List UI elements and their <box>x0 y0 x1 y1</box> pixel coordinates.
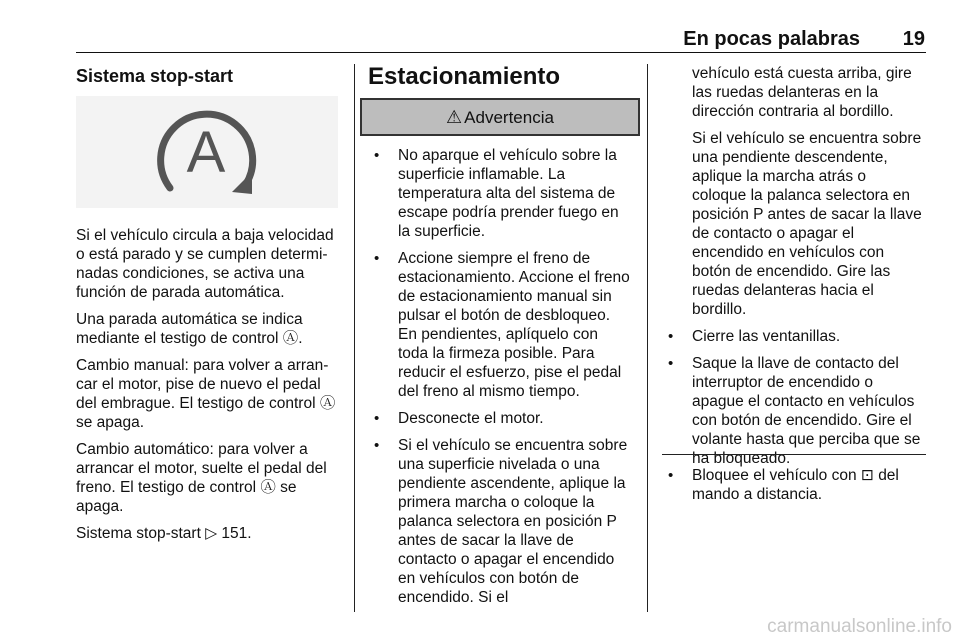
list-item: • Desconecte el motor. <box>368 409 632 428</box>
warning-box <box>360 98 640 136</box>
right-column <box>662 64 924 476</box>
post-warning-text <box>662 466 924 512</box>
paragraph: Cambio manual: para volver a arrancar el motor, pise de nuevo el pedal del embrague. El testigo de control Ⓐ se apaga. <box>76 357 336 431</box>
middle-column <box>368 64 632 615</box>
page-header-title: En pocas palabras <box>683 28 860 50</box>
list-item: • Accione siempre el freno de estacionamiento. Accione el freno de estacionamiento manual sin pulsar el botón de desbloqueo. En pendientes, aplíquelo con toda la firmeza posible. Para reducir el esfuerzo, pise el pedal del freno al mismo tiempo. <box>368 249 632 401</box>
left-column <box>76 64 340 551</box>
column-divider-2 <box>647 64 648 612</box>
header-divider <box>76 52 926 53</box>
auto-stop-illustration <box>76 96 338 208</box>
warning-list-continued <box>662 327 924 468</box>
list-continuation: Si el vehículo se encuentra sobre una pendiente descendente, aplique la marcha atrás o coloque la palanca selectora en posición P antes de sacar la llave de contacto o apagar el encendido en vehículos con botón de encendido. Gire las ruedas delanteras hacia el bordillo. <box>692 130 922 318</box>
warning-header <box>360 98 640 136</box>
warning-title: Advertencia <box>464 107 554 127</box>
paragraph: Si el vehículo circula a baja velocidad o está parado y se cumplen determinadas condiciones, se activa una función de parada automática. <box>76 227 334 301</box>
auto-stop-icon-letter: A <box>186 120 226 185</box>
list-item: • No aparque el vehículo sobre la superficie inflamable. La temperatura alta del sistema de escape podría prender fuego en la superficie. <box>368 146 632 241</box>
warning-list <box>368 136 632 607</box>
column-divider-1 <box>354 64 355 612</box>
section-heading-stop-start: Sistema stop-start <box>76 66 234 86</box>
list-item: • Bloquee el vehículo con ⊡ del mando a distancia. <box>662 466 924 504</box>
paragraph: Cambio automático: para volver a arrancar el motor, suelte el pedal del freno. El testigo de control Ⓐ se apaga. <box>76 441 327 515</box>
paragraph: Una parada automática se indica mediante el testigo de control Ⓐ. <box>76 311 303 347</box>
list-item: • Saque la llave de contacto del interruptor de encendido o apague el contacto en vehículos con botón de encendido. Gire el volante hasta que perciba que se ha bloqueado. <box>662 354 924 468</box>
list-item: • Cierre las ventanillas. <box>662 327 924 346</box>
cross-reference: Sistema stop-start ▷ 151. <box>76 525 252 542</box>
list-continuation: vehículo está cuesta arriba, gire las ruedas delanteras en la dirección contraria al bordillo. <box>692 65 912 120</box>
page-number: 19 <box>902 28 925 50</box>
watermark: carmanualsonline.info <box>767 616 952 637</box>
auto-stop-icon <box>146 98 266 206</box>
section-heading-parking: Estacionamiento <box>368 63 561 90</box>
list-item: • Si el vehículo se encuentra sobre una superficie nivelada o una pendiente ascendente, aplique la primera marcha o coloque la palanca selectora en posición P antes de sacar la llave de contacto o apagar el encendido en vehículos con botón de encendido. Si el <box>368 436 632 607</box>
warning-icon: ⚠ <box>446 106 463 127</box>
warning-box-bottom <box>662 454 926 455</box>
